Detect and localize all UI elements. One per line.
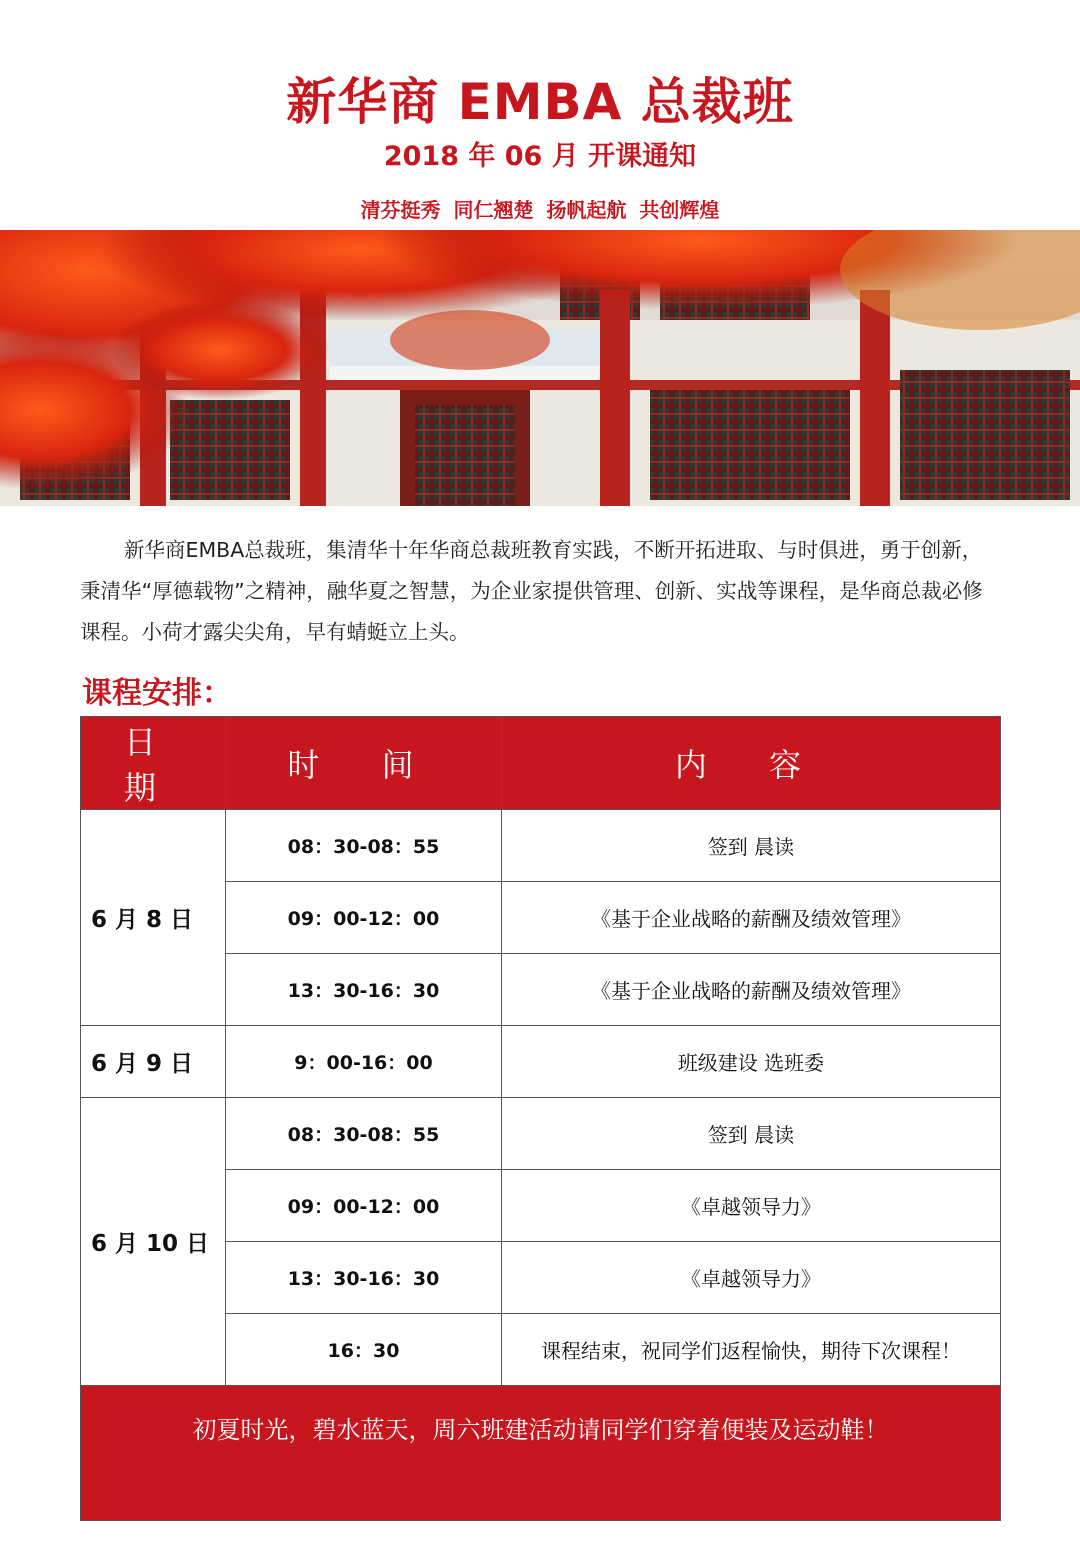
time-cell: 08：30-08：55: [226, 1098, 502, 1170]
time-cell: 13：30-16：30: [226, 1242, 502, 1314]
table-row: [81, 1026, 1001, 1098]
table-header-row: [81, 717, 1001, 810]
time-cell: 16：30: [226, 1314, 502, 1386]
intro-paragraph: 新华商EMBA总裁班，集清华十年华商总裁班教育实践，不断开拓进取、与时俱进，勇于创新，秉清华“厚德载物”之精神，融华夏之智慧，为企业家提供管理、创新、实战等课程，是华商总裁必修课程。小荷才露尖尖角，早有蜻蜓立上头。: [80, 538, 983, 644]
header-date: 日 期: [81, 717, 226, 810]
header-content: 内 容: [502, 717, 1001, 810]
table-row: [81, 810, 1001, 882]
date-cell: 6 月 10 日: [81, 1098, 226, 1386]
slogan: 清芬挺秀 同仁翘楚 扬帆起航 共创辉煌: [360, 198, 720, 222]
content-cell: 《卓越领导力》: [502, 1170, 1001, 1242]
date-cell: 6 月 9 日: [81, 1026, 226, 1098]
time-cell: 13：30-16：30: [226, 954, 502, 1026]
time-cell: 09：00-12：00: [226, 1170, 502, 1242]
schedule-table: [80, 716, 1001, 1521]
time-cell: 09：00-12：00: [226, 882, 502, 954]
section-title: 课程安排：: [82, 676, 232, 711]
date-cell: 6 月 8 日: [81, 810, 226, 1026]
page-title: 新华商 EMBA 总裁班: [286, 73, 794, 131]
content-cell: 课程结束，祝同学们返程愉快，期待下次课程！: [502, 1314, 1001, 1386]
content-cell: 班级建设 选班委: [502, 1026, 1001, 1098]
time-cell: 9：00-16：00: [226, 1026, 502, 1098]
hero-image: [0, 230, 1080, 506]
content-cell: 签到 晨读: [502, 1098, 1001, 1170]
content-cell: 《基于企业战略的薪酬及绩效管理》: [502, 882, 1001, 954]
content-cell: 《卓越领导力》: [502, 1242, 1001, 1314]
time-cell: 08：30-08：55: [226, 810, 502, 882]
header-time: 时 间: [226, 717, 502, 810]
content-cell: 《基于企业战略的薪酬及绩效管理》: [502, 954, 1001, 1026]
table-footer-row: [81, 1386, 1001, 1521]
page-subtitle: 2018 年 06 月 开课通知: [383, 141, 697, 172]
table-row: [81, 1098, 1001, 1170]
footer-note: 初夏时光，碧水蓝天，周六班建活动请同学们穿着便装及运动鞋！: [81, 1386, 1001, 1521]
content-cell: 签到 晨读: [502, 810, 1001, 882]
